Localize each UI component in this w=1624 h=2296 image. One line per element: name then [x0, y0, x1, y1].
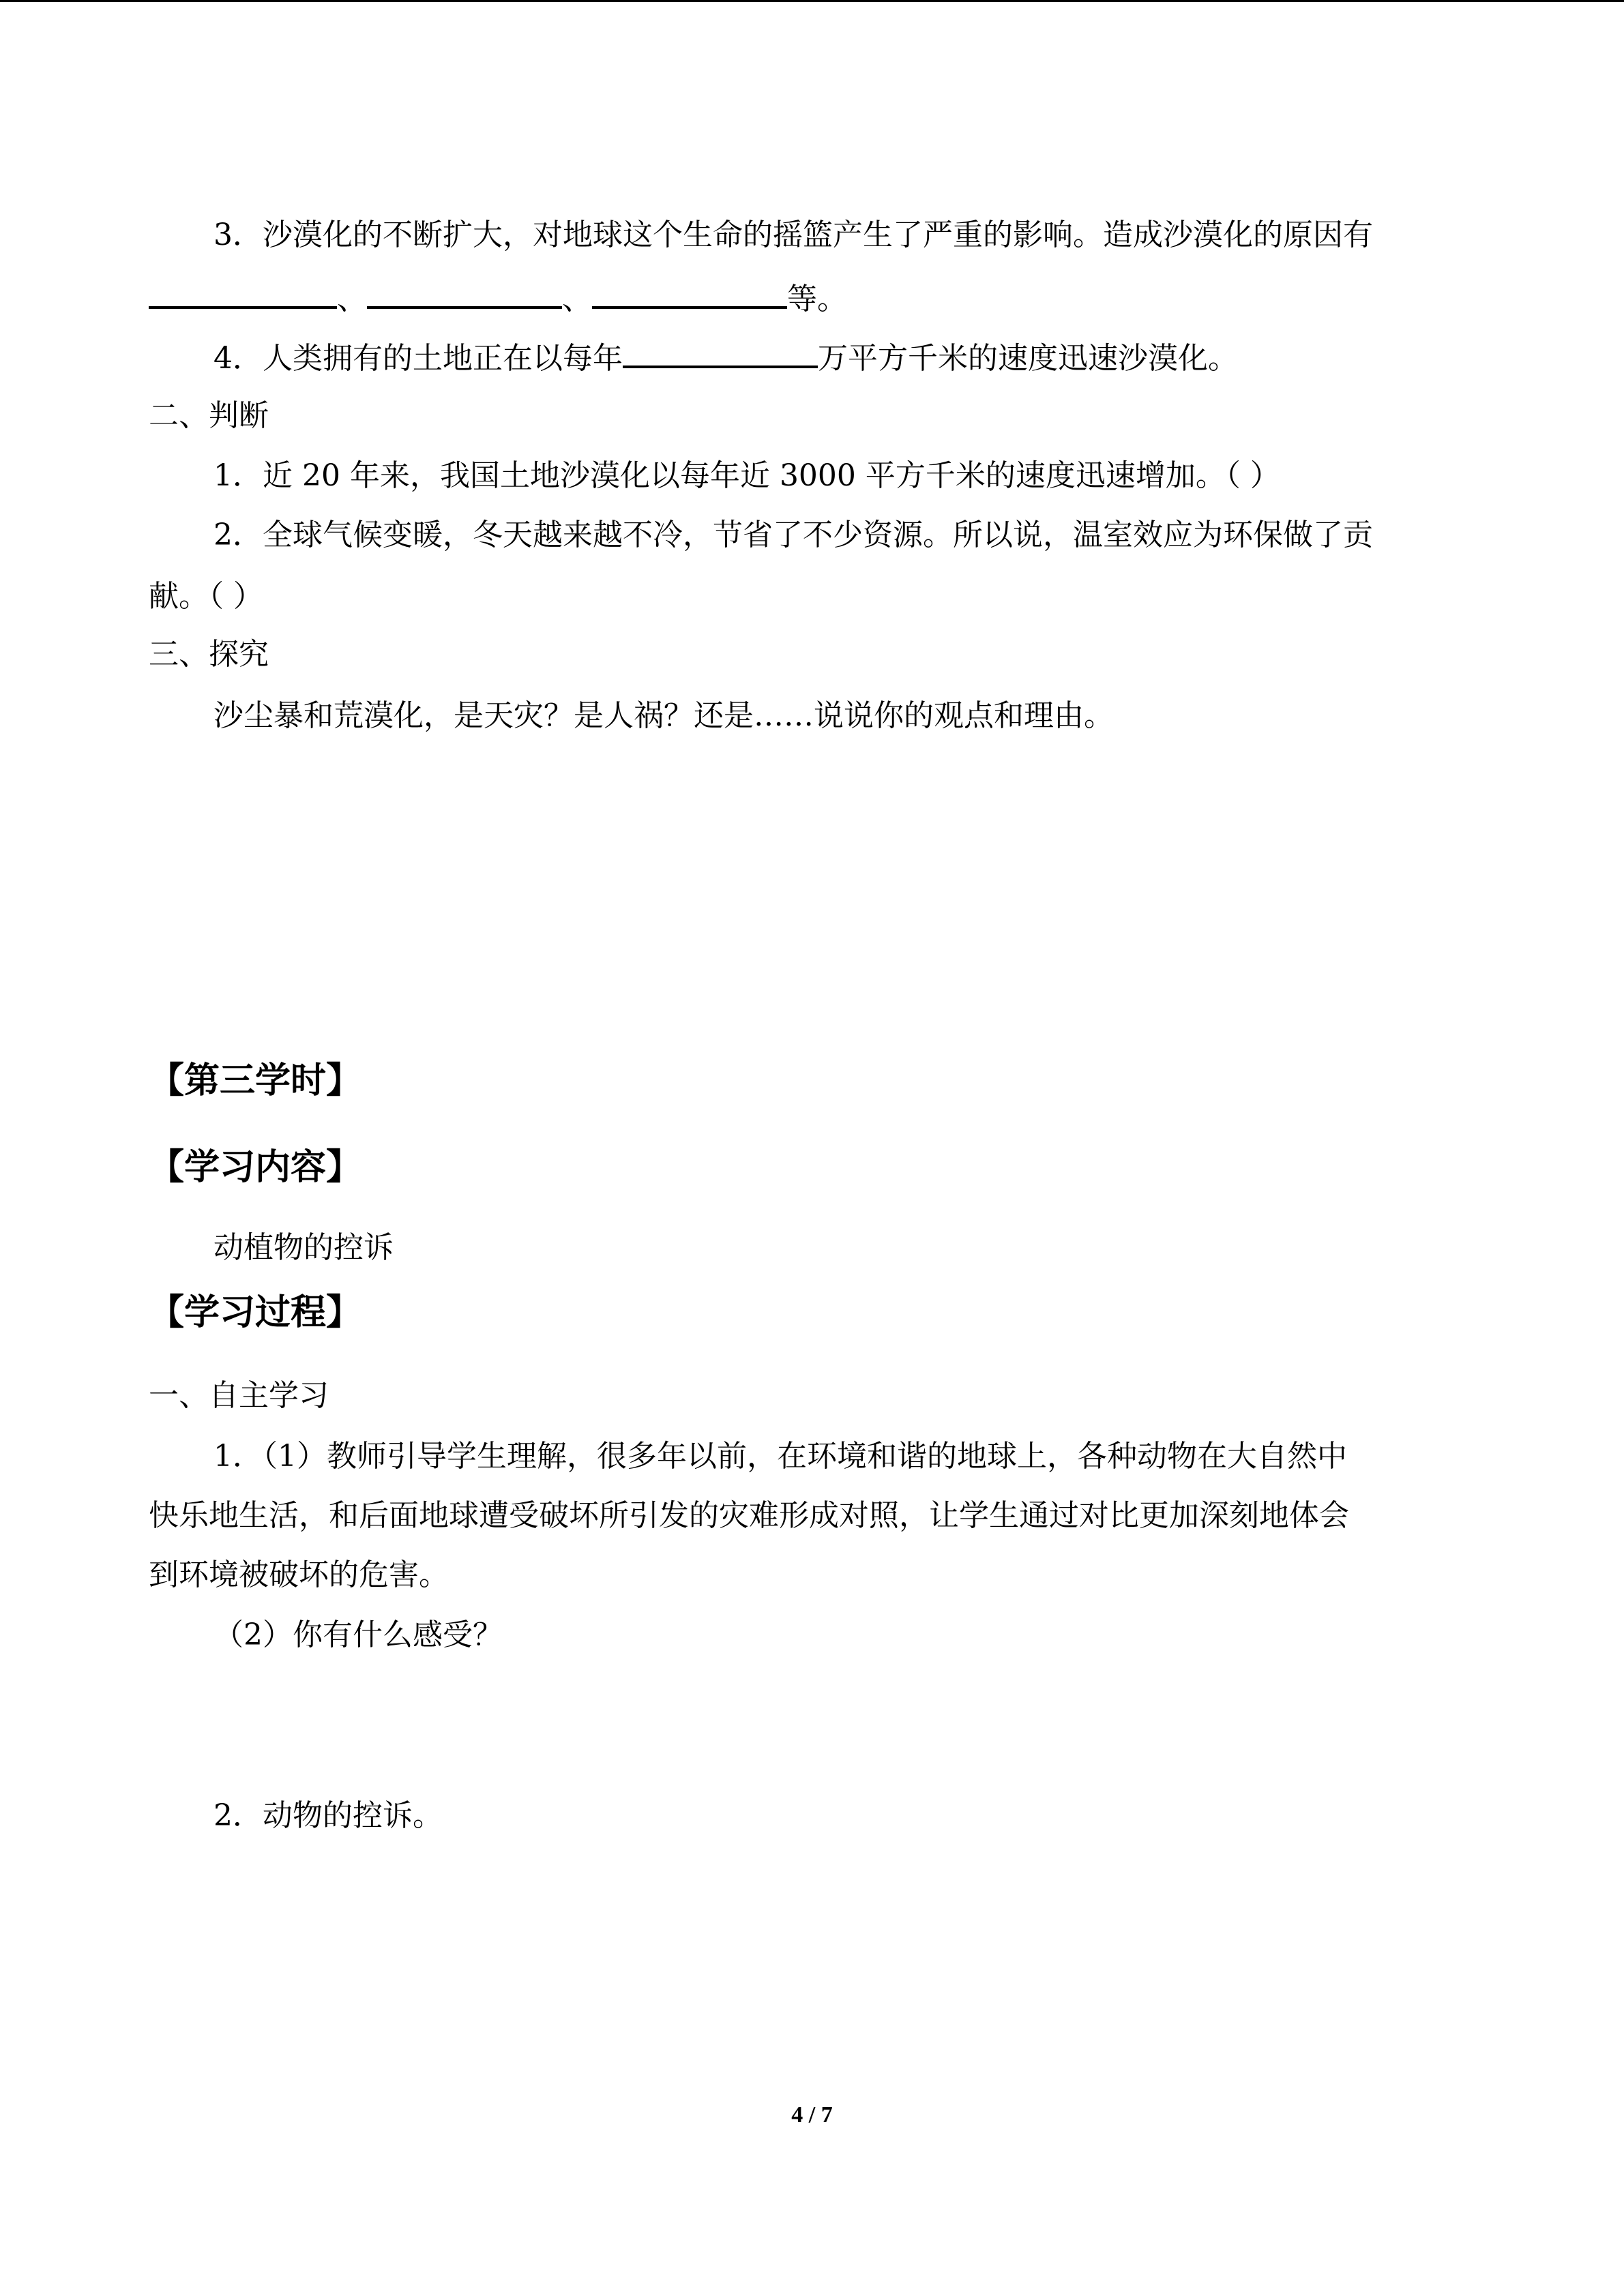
item-1-sub-2: （2）你有什么感受？: [213, 1617, 503, 1652]
answer-blank-4[interactable]: [623, 336, 818, 368]
judge-item-1: 1．近 20 年来，我国土地沙漠化以每年近 3000 平方千米的速度迅速增加。（ ）: [213, 458, 1280, 493]
answer-blank-1[interactable]: [149, 276, 337, 309]
question-4: [213, 336, 1238, 379]
self-study-title: 一、自主学习: [149, 1378, 329, 1413]
item-2: 2．动物的控诉。: [213, 1798, 443, 1833]
section-explore-title: 三、探究: [149, 637, 269, 672]
explore-question: 沙尘暴和荒漠化，是天灾？是人祸？还是……说说你的观点和理由。: [213, 698, 1114, 733]
separator-1: 、: [337, 282, 367, 316]
answer-blank-3[interactable]: [592, 276, 787, 309]
process-heading: 【学习过程】: [149, 1292, 362, 1333]
page-top-border: [0, 0, 1624, 2]
answer-blank-2[interactable]: [367, 276, 562, 309]
question-3-end: 等。: [787, 282, 847, 316]
item-1-line3: 到环境被破坏的危害。: [149, 1557, 449, 1592]
judge-item-2-line1: 2．全球气候变暖，冬天越来越不冷，节省了不少资源。所以说，温室效应为环保做了贡: [213, 518, 1373, 552]
item-1-line1: 1．（1）教师引导学生理解，很多年以前，在环境和谐的地球上，各种动物在大自然中: [213, 1439, 1347, 1474]
question-4-after: 万平方千米的速度迅速沙漠化。: [818, 341, 1238, 376]
question-4-before: 4．人类拥有的土地正在以每年: [213, 341, 623, 376]
content-heading: 【学习内容】: [149, 1147, 362, 1188]
period-heading: 【第三学时】: [149, 1060, 362, 1101]
content-text: 动植物的控诉: [213, 1230, 394, 1265]
separator-2: 、: [562, 282, 592, 316]
question-3-line1: 3．沙漠化的不断扩大，对地球这个生命的摇篮产生了严重的影响。造成沙漠化的原因有: [213, 218, 1373, 252]
question-3-line2: [149, 276, 847, 320]
page-number: 4 / 7: [791, 2102, 833, 2128]
judge-item-2-line2: 献。（ ）: [149, 579, 263, 614]
section-judge-title: 二、判断: [149, 398, 269, 433]
item-1-line2: 快乐地生活，和后面地球遭受破坏所引发的灾难形成对照，让学生通过对比更加深刻地体会: [149, 1498, 1349, 1533]
